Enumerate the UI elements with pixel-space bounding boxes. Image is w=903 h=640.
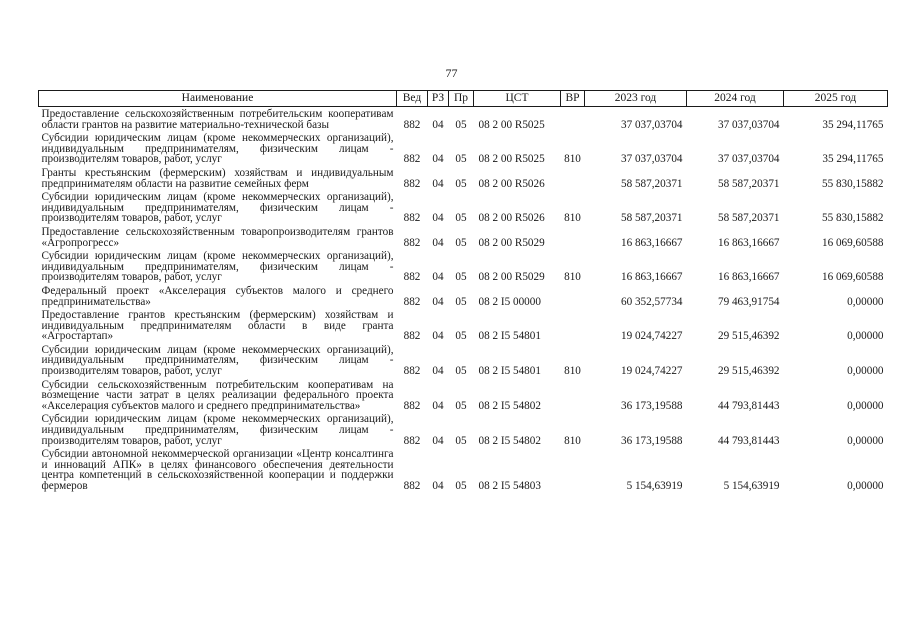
row-cst: 08 2 00 R5029: [478, 271, 545, 284]
row-rz: 04: [432, 295, 444, 308]
table-row: [39, 412, 888, 447]
row-amount-2024: 58 587,20371: [717, 177, 780, 190]
budget-table: [38, 90, 888, 493]
row-amount-2024: 29 515,46392: [717, 330, 780, 343]
row-ved: 882: [403, 236, 421, 249]
row-cst: 08 2 I5 54801: [478, 330, 541, 343]
row-amount-2023: 16 863,16667: [620, 236, 683, 249]
row-amount-2024: 44 793,81443: [717, 434, 780, 447]
row-pr: 05: [455, 118, 467, 131]
row-amount-2025: 0,00000: [847, 365, 884, 378]
row-cst: 08 2 I5 54802: [478, 399, 541, 412]
row-ved: 882: [403, 271, 421, 284]
header-ved: Вед: [397, 91, 428, 107]
row-amount-2023: 58 587,20371: [620, 212, 683, 225]
row-amount-2024: 16 863,16667: [717, 271, 780, 284]
row-amount-2025: 35 294,11765: [822, 153, 884, 166]
row-rz: 04: [432, 480, 444, 492]
row-amount-2025: 0,00000: [847, 480, 884, 492]
row-rz: 04: [432, 236, 444, 249]
row-pr: 05: [455, 295, 467, 308]
row-amount-2023: 37 037,03704: [620, 118, 683, 131]
table-header-row: [39, 91, 888, 107]
row-amount-2024: 29 515,46392: [717, 365, 780, 378]
row-amount-2023: 37 037,03704: [620, 153, 683, 166]
row-amount-2025: 16 069,60588: [821, 271, 884, 284]
header-2024: 2024 год: [687, 91, 784, 107]
page-number: 77: [445, 66, 458, 80]
row-vr: 810: [564, 365, 581, 378]
header-rz: РЗ: [428, 91, 449, 107]
header-vr: ВР: [561, 91, 585, 107]
row-amount-2025: 35 294,11765: [822, 118, 884, 131]
row-rz: 04: [432, 330, 444, 343]
row-pr: 05: [455, 434, 467, 447]
row-cst: 08 2 00 R5025: [478, 153, 545, 166]
row-amount-2024: 16 863,16667: [717, 236, 780, 249]
row-pr: 05: [455, 330, 467, 343]
row-pr: 05: [455, 480, 467, 492]
row-rz: 04: [432, 177, 444, 190]
row-name: Субсидии автономной некоммерческой организации «Центр консалтинга и инноваций АПК» в целях финансового обеспечения деятельности центра компетенций в сельскохозяйственной кооперации и поддержки фермеров: [41, 448, 394, 492]
row-ved: 882: [403, 177, 421, 190]
row-name: Субсидии юридическим лицам (кроме некоммерческих организаций), индивидуальным предпринимателям, физическим лицам - производителям товаров, работ, услуг: [41, 250, 394, 284]
row-amount-2023: 36 173,19588: [620, 399, 683, 412]
row-cst: 08 2 I5 54802: [478, 434, 541, 447]
row-pr: 05: [455, 212, 467, 225]
row-rz: 04: [432, 212, 444, 225]
table-row: [39, 343, 888, 378]
table-body: [39, 107, 888, 493]
row-vr: [561, 107, 585, 132]
row-amount-2025: 16 069,60588: [821, 236, 884, 249]
row-rz: 04: [432, 365, 444, 378]
row-amount-2025: 55 830,15882: [821, 177, 884, 190]
row-vr: [561, 447, 585, 492]
row-amount-2023: 19 024,74227: [620, 365, 683, 378]
row-rz: 04: [432, 118, 444, 131]
row-name: Гранты крестьянским (фермерским) хозяйствам и индивидуальным предпринимателям области на развитие семейных ферм: [41, 166, 394, 190]
table-row: [39, 107, 888, 132]
row-pr: 05: [455, 177, 467, 190]
row-vr: 810: [564, 212, 581, 225]
row-cst: 08 2 00 R5026: [478, 212, 545, 225]
table-row: [39, 166, 888, 190]
row-amount-2023: 5 154,63919: [626, 480, 683, 492]
row-name: Субсидии юридическим лицам (кроме некоммерческих организаций), индивидуальным предпринимателям, физическим лицам - производителям товаров, работ, услуг: [41, 413, 394, 447]
header-pr: Пр: [449, 91, 474, 107]
row-vr: [561, 308, 585, 343]
row-cst: 08 2 00 R5029: [478, 236, 545, 249]
header-cst: ЦСТ: [474, 91, 561, 107]
row-amount-2024: 58 587,20371: [717, 212, 780, 225]
header-2025: 2025 год: [784, 91, 888, 107]
row-amount-2025: 55 830,15882: [821, 212, 884, 225]
row-ved: 882: [403, 118, 421, 131]
row-vr: [561, 166, 585, 190]
table-row: [39, 447, 888, 492]
row-name: Субсидии сельскохозяйственным потребительским кооперативам на возмещение части затрат в целях реализации федерального проекта «Акселерация субъектов малого и среднего предпринимательства»: [41, 378, 394, 412]
row-rz: 04: [432, 434, 444, 447]
table-row: [39, 225, 888, 249]
row-ved: 882: [403, 399, 421, 412]
row-vr: [561, 378, 585, 413]
row-ved: 882: [403, 212, 421, 225]
row-cst: 08 2 I5 54801: [478, 365, 541, 378]
table-row: [39, 131, 888, 166]
row-pr: 05: [455, 236, 467, 249]
row-name: Субсидии юридическим лицам (кроме некоммерческих организаций), индивидуальным предпринимателям, физическим лицам - производителям товаров, работ, услуг: [41, 132, 394, 166]
row-name: Субсидии юридическим лицам (кроме некоммерческих организаций), индивидуальным предпринимателям, физическим лицам - производителям товаров, работ, услуг: [41, 191, 394, 225]
row-vr: 810: [564, 153, 581, 166]
row-ved: 882: [403, 330, 421, 343]
table-row: [39, 308, 888, 343]
row-amount-2024: 79 463,91754: [717, 295, 780, 308]
table-row: [39, 378, 888, 413]
row-amount-2023: 16 863,16667: [620, 271, 683, 284]
row-rz: 04: [432, 153, 444, 166]
header-name: Наименование: [39, 91, 397, 107]
row-name: Субсидии юридическим лицам (кроме некоммерческих организаций), индивидуальным предпринимателям, физическим лицам - производителям товаров, работ, услуг: [41, 343, 394, 378]
row-cst: 08 2 00 R5026: [478, 177, 545, 190]
row-name: Предоставление грантов крестьянским (фермерским) хозяйствам и индивидуальным предпринимателям области в виде гранта «Агростартап»: [41, 309, 394, 343]
row-ved: 882: [403, 153, 421, 166]
row-amount-2024: 37 037,03704: [717, 118, 780, 131]
row-cst: 08 2 I5 00000: [478, 295, 541, 308]
row-vr: 810: [564, 434, 581, 447]
row-pr: 05: [455, 399, 467, 412]
table-row: [39, 284, 888, 308]
row-name: Предоставление сельскохозяйственным потребительским кооперативам области грантов на развитие материально-технической базы: [41, 108, 394, 131]
row-amount-2023: 58 587,20371: [620, 177, 683, 190]
row-name: Федеральный проект «Акселерация субъектов малого и среднего предпринимательства»: [41, 284, 394, 308]
row-cst: 08 2 00 R5025: [478, 118, 545, 131]
row-ved: 882: [403, 295, 421, 308]
row-amount-2025: 0,00000: [847, 295, 884, 308]
row-amount-2025: 0,00000: [847, 434, 884, 447]
row-amount-2023: 36 173,19588: [620, 434, 683, 447]
row-amount-2023: 19 024,74227: [620, 330, 683, 343]
row-vr: [561, 225, 585, 249]
row-amount-2024: 5 154,63919: [723, 480, 780, 492]
table-row: [39, 190, 888, 225]
row-amount-2025: 0,00000: [847, 330, 884, 343]
row-rz: 04: [432, 271, 444, 284]
row-cst: 08 2 I5 54803: [478, 480, 541, 492]
row-amount-2024: 37 037,03704: [717, 153, 780, 166]
row-amount-2025: 0,00000: [847, 399, 884, 412]
row-amount-2024: 44 793,81443: [717, 399, 780, 412]
row-ved: 882: [403, 434, 421, 447]
row-ved: 882: [403, 365, 421, 378]
row-name: Предоставление сельскохозяйственным товаропроизводителям грантов «Агропрогресс»: [41, 225, 394, 249]
header-2023: 2023 год: [585, 91, 687, 107]
row-amount-2023: 60 352,57734: [620, 295, 683, 308]
row-pr: 05: [455, 365, 467, 378]
row-pr: 05: [455, 153, 467, 166]
table-row: [39, 249, 888, 284]
row-rz: 04: [432, 399, 444, 412]
row-vr: [561, 284, 585, 308]
row-pr: 05: [455, 271, 467, 284]
row-ved: 882: [403, 480, 421, 492]
row-vr: 810: [564, 271, 581, 284]
